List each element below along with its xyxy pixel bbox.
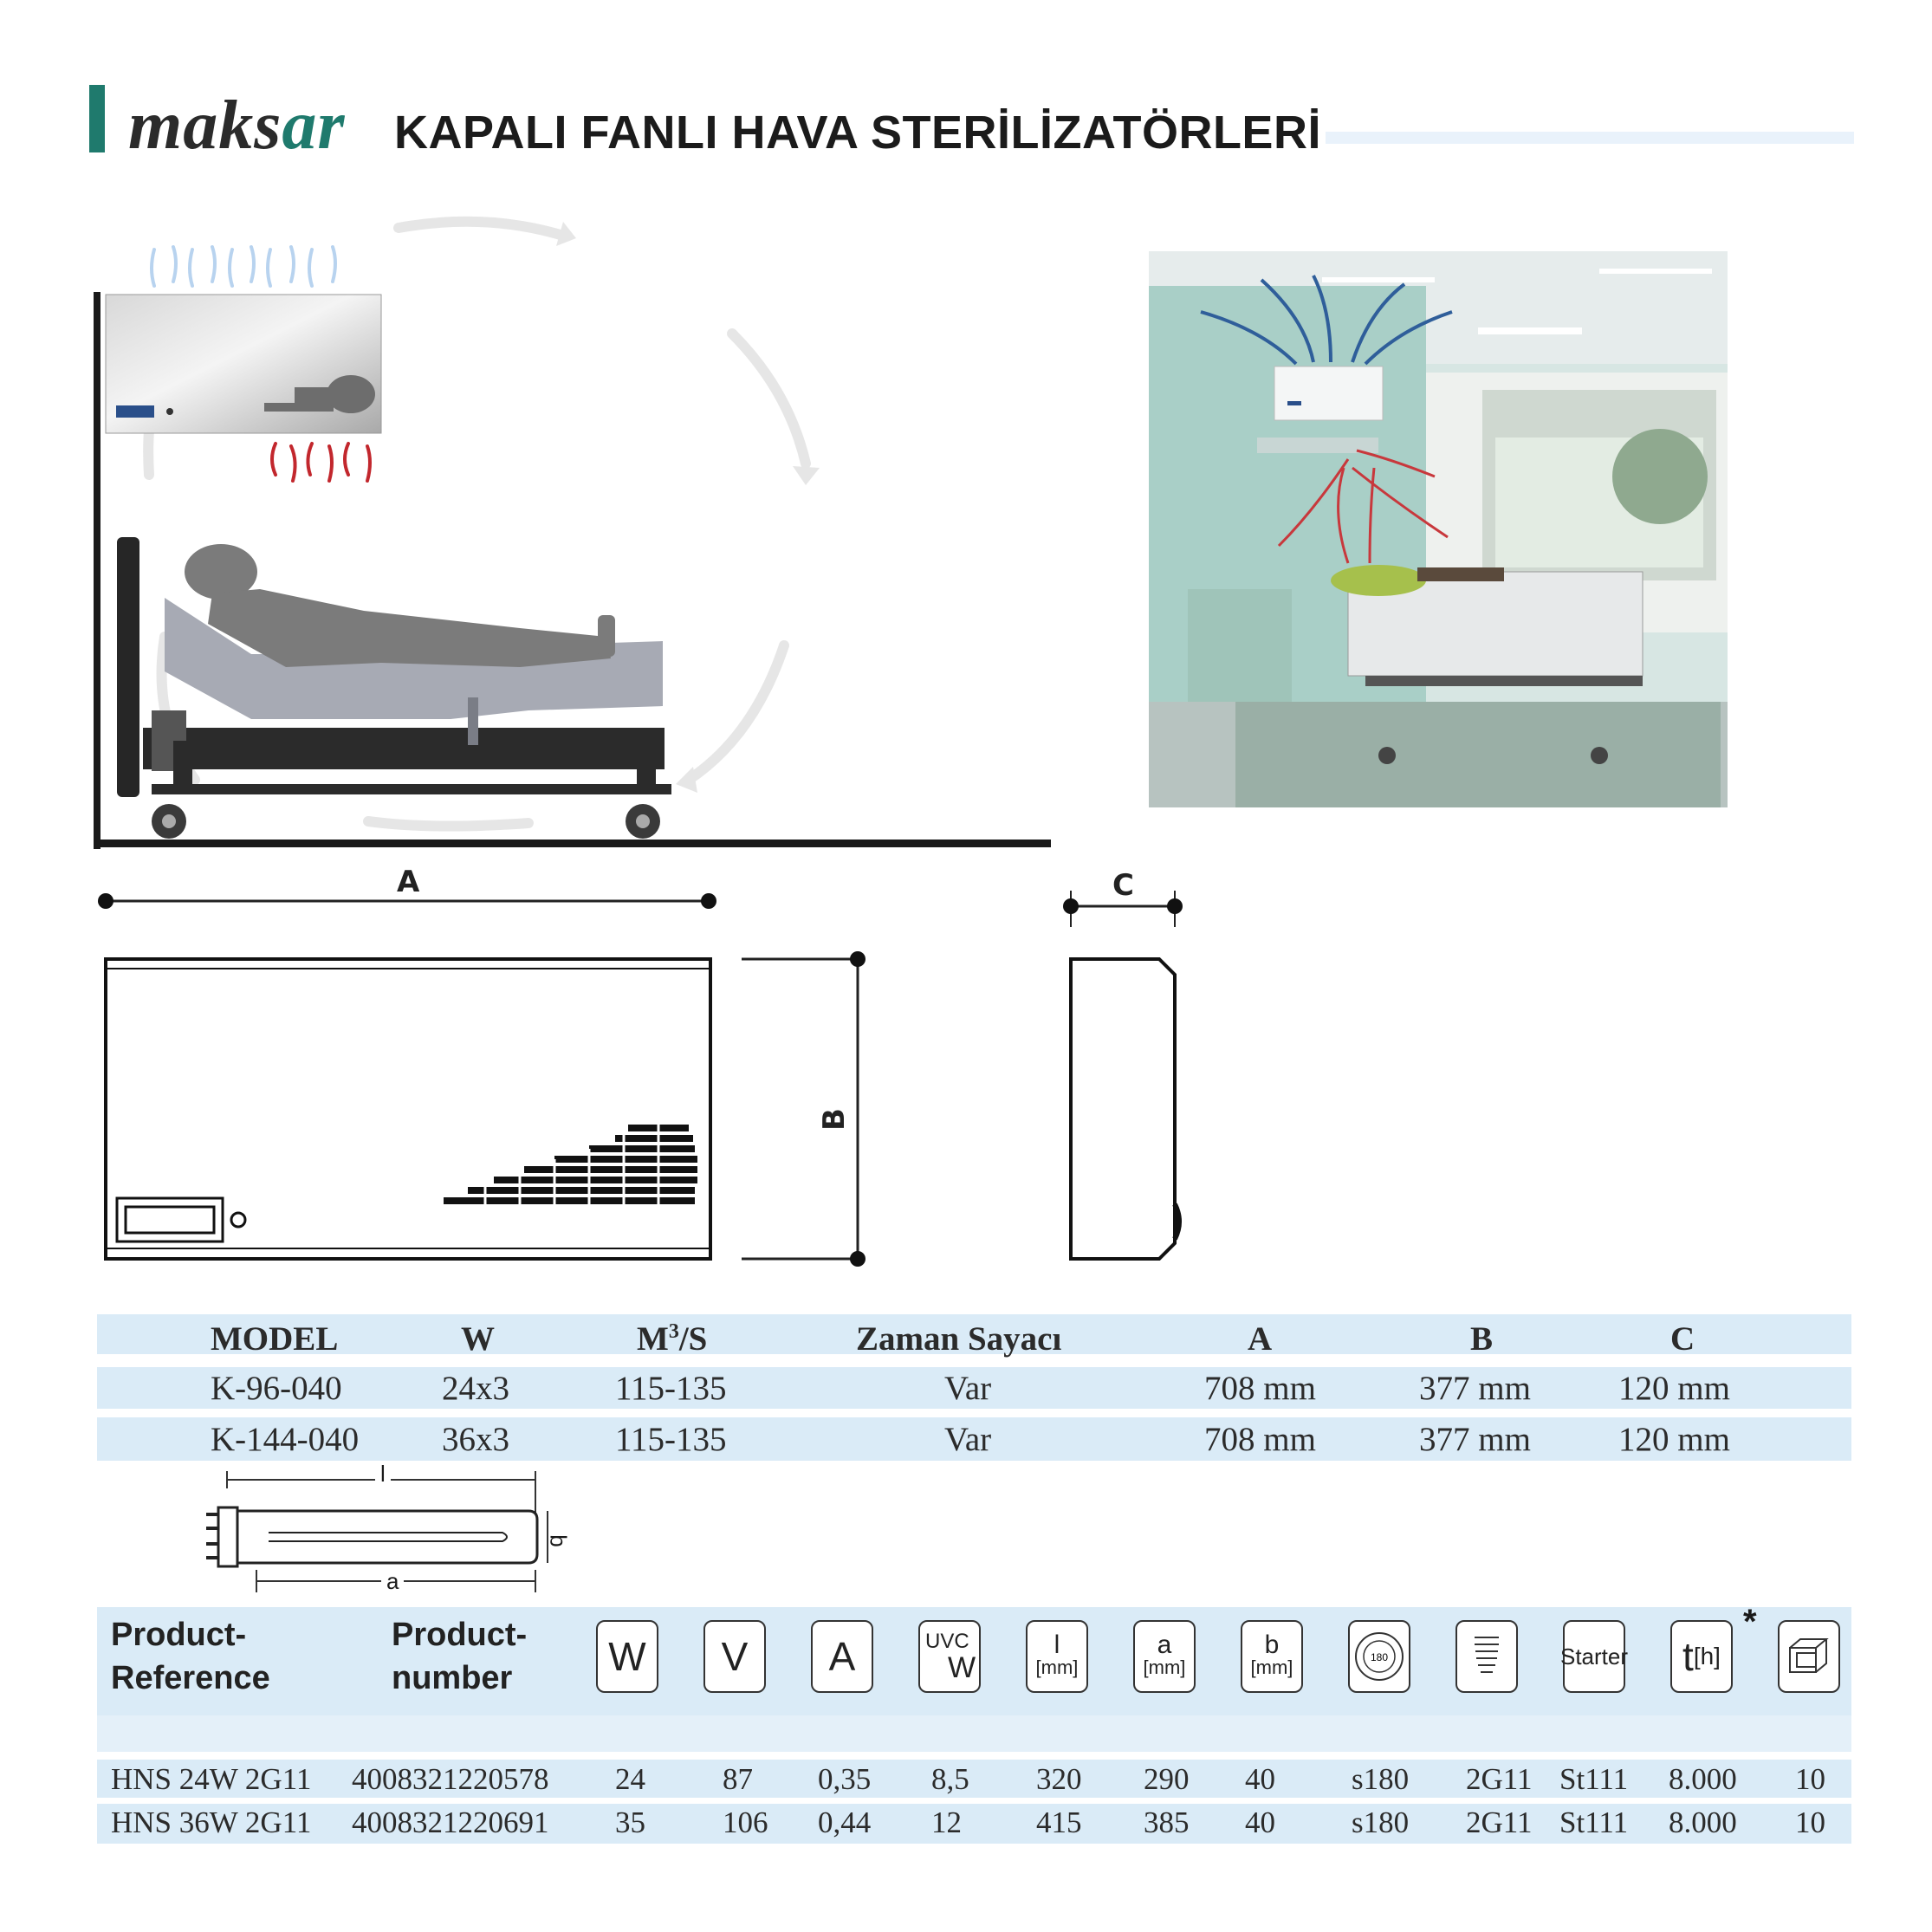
svg-text:180: 180 [1370,1651,1389,1663]
lamp-spacer-band [97,1715,1851,1752]
page-title: KAPALI FANLI HAVA STERİLİZATÖRLERİ [394,107,1321,159]
package-icon [1778,1620,1840,1693]
dimension-c-label: C [1112,868,1134,903]
dimension-b-label: B [816,1108,852,1131]
table-row: K-96-040 24x3 115-135 Var 708 mm 377 mm 120 mm [211,1370,1730,1407]
brand-logo: maksar [128,88,346,164]
hospital-room-photo [1149,251,1728,807]
table-row: HNS 36W 2G11 4008321220691 35 106 0,44 12 415 385 40 s180 2G11 St111 8.000 10 [111,1806,1825,1839]
lamp-dim-l: l [375,1461,391,1488]
watt-icon: W [596,1620,658,1693]
header-product-number: Product- number [392,1617,528,1696]
dimension-a-label: A [397,865,420,899]
col-m3s-m: M [637,1320,669,1358]
technical-drawing [0,858,1213,1291]
lamp-dim-a: a [381,1568,404,1595]
table-row: HNS 24W 2G11 4008321220578 24 87 0,35 8,5 320 290 40 s180 2G11 St111 8.000 10 [111,1762,1825,1796]
base-orientation-icon [1348,1620,1410,1693]
col-timer: Zaman Sayacı [856,1320,1062,1358]
wall-line [94,292,100,849]
col-w: W [461,1320,495,1358]
length-a-icon: a [mm] [1133,1620,1196,1693]
lifetime-asterisk: * [1743,1603,1757,1641]
models-table-header [0,1319,1932,1363]
front-view-outline [106,959,710,1259]
header-product-reference: Product- Reference [111,1617,270,1696]
length-icon: l [mm] [1026,1620,1088,1693]
patient-figure [185,544,615,667]
col-b: B [1470,1320,1494,1358]
table-row: K-144-040 36x3 115-135 Var 708 mm 377 mm 120 mm [211,1421,1730,1458]
ampere-icon: A [811,1620,873,1693]
title-rule [1326,132,1854,144]
side-view-outline [1071,959,1175,1259]
lamp-dim-b: b [545,1534,572,1547]
lamp-base-icon [1455,1620,1518,1693]
clean-air-arrows [152,247,335,286]
diameter-icon: b [mm] [1241,1620,1303,1693]
uvc-per-watt-icon: UVC W [918,1620,981,1693]
col-model: MODEL [211,1320,339,1358]
airflow-illustration [0,0,1092,866]
lifetime-icon: t [h] [1670,1620,1733,1693]
starter-icon: Starter [1563,1620,1625,1693]
floor-line [94,840,1051,847]
col-c: C [1670,1320,1695,1358]
col-m3s [637,1319,707,1358]
col-a: A [1248,1320,1273,1358]
col-m3s-s: /S [678,1320,708,1358]
volt-icon: V [703,1620,766,1693]
intake-air-arrows [272,444,370,481]
col-m3s-exp: 3 [668,1320,679,1343]
